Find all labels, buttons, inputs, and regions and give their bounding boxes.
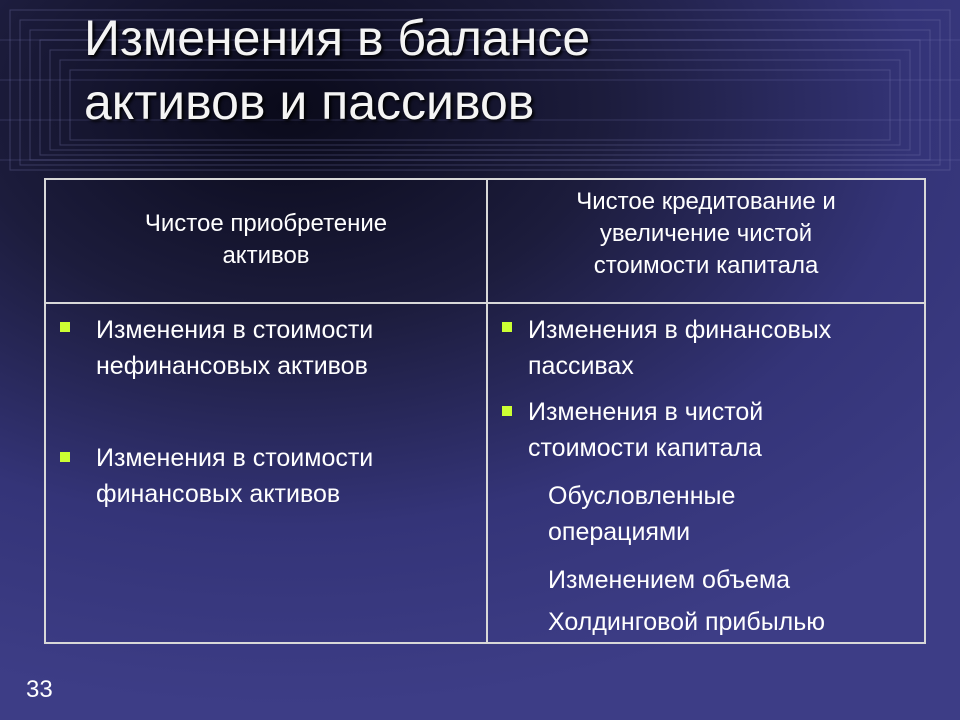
sub-item-holding-gains	[548, 604, 825, 640]
header-left-line-2: активов	[222, 242, 310, 269]
list-item-financial-liabilities	[528, 312, 831, 384]
header-right-line-3: стоимости капитала	[593, 252, 819, 279]
page-title	[84, 6, 590, 134]
header-right-line-1: Чистое кредитование и	[576, 188, 836, 215]
list-item-line-2: нефинансовых активов	[96, 352, 368, 380]
header-net-lending-and-net-worth	[488, 186, 924, 282]
bullet-icon	[502, 406, 512, 416]
slide-number: 33	[26, 676, 53, 703]
sub-item-line-1: Изменением объема	[548, 566, 791, 594]
list-item-financial-assets	[96, 440, 373, 512]
bullet-icon	[60, 452, 70, 462]
title-line-2: активов и пассивов	[84, 74, 535, 130]
list-item-line-1: Изменения в финансовых	[528, 316, 832, 344]
sub-item-line-2: операциями	[548, 518, 691, 546]
header-right-line-2: увеличение чистой	[599, 220, 813, 247]
list-item-line-1: Изменения в стоимости	[96, 444, 374, 472]
balance-table	[44, 178, 926, 644]
list-item-nonfinancial-assets	[96, 312, 373, 384]
sub-item-line-1: Обусловленные	[548, 482, 736, 510]
list-item-line-2: финансовых активов	[96, 480, 341, 508]
bullet-icon	[502, 322, 512, 332]
list-item-line-2: пассивах	[528, 352, 634, 380]
list-item-line-1: Изменения в чистой	[528, 398, 764, 426]
header-net-acquisition-of-assets	[46, 208, 486, 272]
table-header-divider	[46, 302, 924, 304]
list-item-line-2: стоимости капитала	[528, 434, 762, 462]
list-item-net-worth	[528, 394, 763, 466]
header-left-line-1: Чистое приобретение	[144, 210, 388, 237]
title-line-1: Изменения в балансе	[84, 10, 591, 66]
bullet-icon	[60, 322, 70, 332]
sub-item-transactions	[548, 478, 735, 550]
list-item-line-1: Изменения в стоимости	[96, 316, 374, 344]
sub-item-line-1: Холдинговой прибылью	[548, 608, 826, 636]
sub-item-volume-changes	[548, 562, 790, 598]
